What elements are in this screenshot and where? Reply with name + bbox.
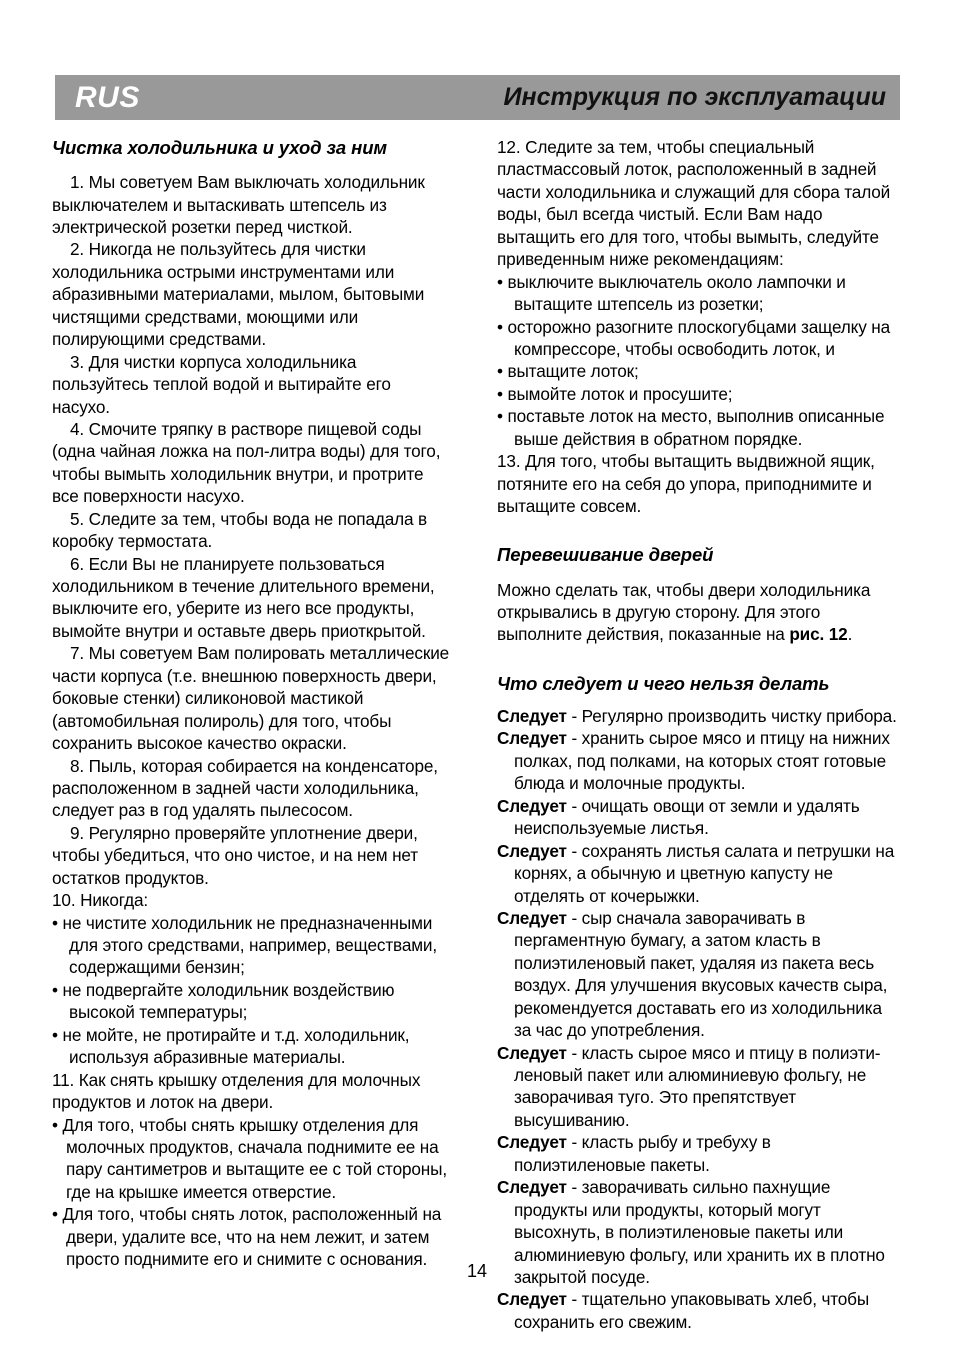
list-item-lead: 12. Следите за тем, чтобы специальный пластмассовый лоток, расположенный в задней части холодильника и служащий для сбора талой воды, был всегда чистый. Если Вам надо вытащить его для того, чтобы вымыть, следуйте приведенным ниже рекомендациям: — [497, 137, 891, 270]
dodont-item — [497, 1131, 897, 1176]
figure-reference: рис. 12 — [789, 624, 848, 645]
dodont-label: Следует — [497, 706, 567, 726]
bullet-item: • Для того, чтобы снять лоток, расположенный на двери, удалите все, что на нем лежит, и затем просто поднимите его и снимите с основания. — [52, 1204, 442, 1270]
left-column — [52, 136, 452, 1271]
list-item: 5. Следите за тем, чтобы вода не попадала в коробку термостата. — [52, 508, 428, 552]
list-item: 6. Если Вы не планируете пользоваться холодильником в течение длительного времени, выключите его, уберите из него все продукты, вымойте внутри и оставьте дверь приоткрытой. — [52, 553, 435, 641]
language-code-label: RUS — [75, 80, 140, 114]
dodont-text: - класть сырое мясо и птицу в полиэти-леновый пакет или алюминиевую фольгу, не заворачивая туго. Это препятствует высушиванию. — [514, 1042, 881, 1130]
list-item: 1. Мы советуем Вам выключать холодильник выключателем и вытаскивать штепсель из электрической розетки перед чисткой. — [52, 172, 425, 237]
dodont-label: Следует — [497, 795, 567, 816]
section-heading-cleaning: Чистка холодильника и уход за ним — [52, 137, 387, 158]
dodont-text: - сохранять листья салата и петрушки на корнях, а обычную и цветную капусту не отделять от кочерыжки. — [514, 840, 895, 906]
list-item-lead: 11. Как снять крышку отделения для молочных продуктов и лоток на двери. — [52, 1069, 421, 1113]
door-reversal-text-before: Можно сделать так, чтобы двери холодильника открывались в другую сторону. Для этого выполните действия, показанные на — [497, 579, 871, 645]
dodont-item — [497, 727, 897, 794]
page-header-bar — [55, 75, 900, 120]
dodont-label: Следует — [497, 1042, 567, 1063]
dodont-label: Следует — [497, 728, 567, 749]
dodont-item — [497, 1042, 897, 1132]
dodont-text: - тщательно упаковывать хлеб, чтобы сохранить его свежим. — [514, 1289, 870, 1332]
dodont-text: - хранить сырое мясо и птицу на нижних полках, под полками, на которых стоят готовые блюда и молочные продукты. — [514, 728, 890, 794]
bullet-item: • вытащите лоток; — [497, 361, 639, 382]
bullet-item: • поставьте лоток на место, выполнив описанные выше действия в обратном порядке. — [497, 406, 885, 449]
dodont-label: Следует — [497, 1132, 567, 1153]
dodont-label: Следует — [497, 907, 567, 928]
page-number: 14 — [466, 1261, 488, 1281]
dodont-label: Следует — [497, 1289, 567, 1310]
list-item-lead: 10. Никогда: — [52, 890, 149, 911]
section-heading-door-reversal: Перевешивание дверей — [497, 544, 714, 566]
page-header-title: Инструкция по эксплуатации — [503, 83, 886, 111]
dodont-text: - Регулярно производить чистку прибора. — [566, 706, 897, 726]
list-item: 13. Для того, чтобы вытащить выдвижной ящик, потяните его на себя до упора, приподнимите и вытащите совсем. — [497, 451, 875, 516]
list-item: 2. Никогда не пользуйтесь для чистки холодильника острыми инструментами или абразивными материалами, мылом, бытовыми чистящими средствами, моющими или полирующими средствами. — [52, 239, 425, 350]
section-heading-dos-and-donts: Что следует и чего нельзя делать — [497, 672, 830, 694]
bullet-item: • не чистите холодильник не предназначенными для этого средствами, например, веществами, содержащими бензин; — [52, 912, 437, 978]
dodont-label: Следует — [497, 1177, 567, 1198]
door-reversal-paragraph — [497, 579, 897, 646]
bullet-item: • выключите выключатель около лампочки и вытащите штепсель из розетки; — [497, 271, 846, 315]
bullet-item: • не мойте, не протирайте и т.д. холодильник, используя абразивные материалы. — [52, 1024, 410, 1068]
dodont-item — [497, 1288, 897, 1333]
dodont-text: - класть рыбу и требуху в полиэтиленовые пакеты. — [514, 1132, 771, 1175]
door-reversal-text-after: . — [847, 624, 853, 645]
right-column — [497, 136, 897, 1333]
dodont-label: Следует — [497, 840, 567, 861]
dodont-text: - заворачивать сильно пахнущие продукты или продукты, который могут высохнуть, в полиэтиленовые пакеты или алюминиевую фольгу, или хранить их в плотно закрытой посуде. — [514, 1177, 885, 1287]
list-item: 9. Регулярно проверяйте уплотнение двери, чтобы убедиться, что оно чистое, и на нем нет остатков продуктов. — [52, 822, 418, 888]
list-item: 3. Для чистки корпуса холодильника пользуйтесь теплой водой и вытирайте его насухо. — [52, 351, 391, 417]
list-item: 7. Мы советуем Вам полировать металлические части корпуса (т.е. внешнюю поверхность двери, боковые стенки) силиконовой мастикой (автомобильная полироль) для того, чтобы сохранить высокое качество окраски. — [52, 643, 450, 754]
list-item: 4. Смочите тряпку в растворе пищевой соды (одна чайная ложка на пол-литра воды) для того, чтобы вымыть холодильник внутри, и протрите все поверхности насухо. — [52, 418, 441, 507]
bullet-item: • осторожно разогните плоскогубцами защелку на компрессоре, чтобы освободить лоток, и — [497, 316, 891, 359]
bullet-item: • не подвергайте холодильник воздействию высокой температуры; — [52, 979, 395, 1023]
dodont-item — [497, 840, 897, 907]
dodont-text: - очищать овощи от земли и удалять неиспользуемые листья. — [514, 795, 860, 839]
dodont-item — [497, 907, 897, 1042]
dodont-item — [497, 705, 897, 727]
bullet-item: • Для того, чтобы снять крышку отделения для молочных продуктов, сначала поднимите ее на пару сантиметров и вытащите ее с той стороны, где на крышке имеется отверстие. — [52, 1114, 447, 1202]
list-item: 8. Пыль, которая собирается на конденсаторе, расположенном в задней части холодильника, следует раз в год удалять пылесосом. — [52, 755, 438, 821]
bullet-item: • вымойте лоток и просушите; — [497, 383, 733, 404]
dodont-text: - сыр сначала заворачивать в пергаментную бумагу, а затом класть в полиэтиленовый пакет, удаляя из пакета весь воздух. Для улучшения вкусовых качеств сыра, рекомендуется доставать его из холодильника за час до употребления. — [514, 907, 888, 1041]
dodont-item — [497, 795, 897, 840]
